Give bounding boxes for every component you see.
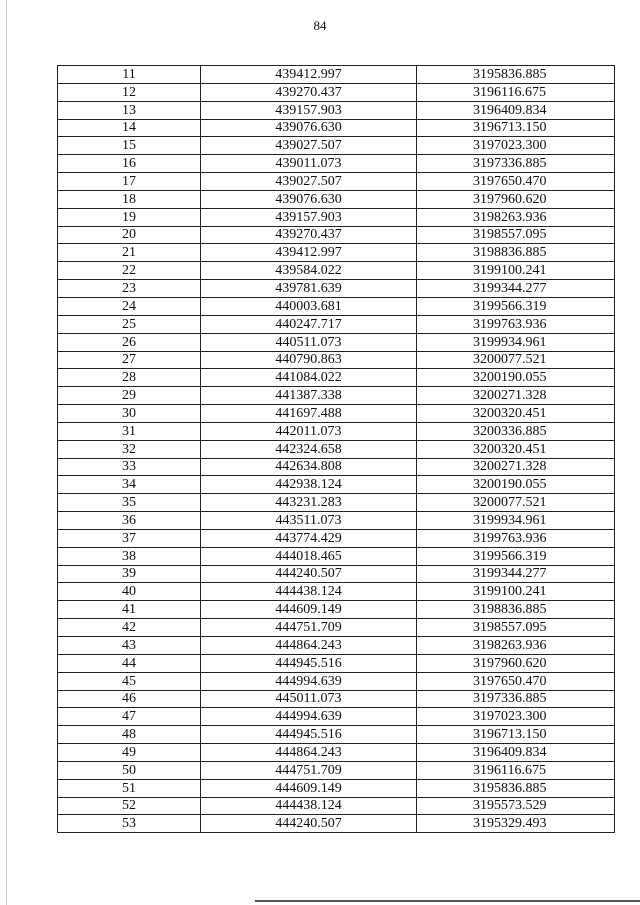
y-coordinate-cell: 3199566.319 — [417, 297, 615, 315]
point-number-cell: 53 — [58, 815, 201, 833]
point-number-cell: 31 — [58, 422, 201, 440]
y-coordinate-cell: 3198263.936 — [417, 208, 615, 226]
table-row — [58, 387, 615, 405]
point-number-cell: 12 — [58, 83, 201, 101]
point-number-cell: 20 — [58, 226, 201, 244]
table-row — [58, 601, 615, 619]
table-row — [58, 619, 615, 637]
x-coordinate-cell: 439412.997 — [201, 66, 417, 84]
y-coordinate-cell: 3198836.885 — [417, 601, 615, 619]
x-coordinate-cell: 444751.709 — [201, 619, 417, 637]
point-number-cell: 51 — [58, 779, 201, 797]
y-coordinate-cell: 3199100.241 — [417, 583, 615, 601]
x-coordinate-cell: 442011.073 — [201, 422, 417, 440]
table-row — [58, 66, 615, 84]
x-coordinate-cell: 444240.507 — [201, 565, 417, 583]
point-number-cell: 37 — [58, 529, 201, 547]
point-number-cell: 47 — [58, 708, 201, 726]
point-number-cell: 48 — [58, 726, 201, 744]
point-number-cell: 17 — [58, 173, 201, 191]
y-coordinate-cell: 3200320.451 — [417, 405, 615, 423]
table-row — [58, 173, 615, 191]
table-row — [58, 422, 615, 440]
y-coordinate-cell: 3197023.300 — [417, 708, 615, 726]
table-row — [58, 280, 615, 298]
x-coordinate-cell: 444864.243 — [201, 744, 417, 762]
y-coordinate-cell: 3200336.885 — [417, 422, 615, 440]
table-row — [58, 815, 615, 833]
point-number-cell: 34 — [58, 476, 201, 494]
point-number-cell: 33 — [58, 458, 201, 476]
point-number-cell: 32 — [58, 440, 201, 458]
point-number-cell: 39 — [58, 565, 201, 583]
x-coordinate-cell: 444018.465 — [201, 547, 417, 565]
x-coordinate-cell: 442938.124 — [201, 476, 417, 494]
x-coordinate-cell: 444438.124 — [201, 583, 417, 601]
y-coordinate-cell: 3200271.328 — [417, 387, 615, 405]
x-coordinate-cell: 439270.437 — [201, 83, 417, 101]
x-coordinate-cell: 442634.808 — [201, 458, 417, 476]
y-coordinate-cell: 3197650.470 — [417, 173, 615, 191]
table-row — [58, 797, 615, 815]
x-coordinate-cell: 445011.073 — [201, 690, 417, 708]
y-coordinate-cell: 3196713.150 — [417, 119, 615, 137]
point-number-cell: 35 — [58, 494, 201, 512]
y-coordinate-cell: 3199566.319 — [417, 547, 615, 565]
x-coordinate-cell: 440790.863 — [201, 351, 417, 369]
x-coordinate-cell: 439027.507 — [201, 173, 417, 191]
point-number-cell: 26 — [58, 333, 201, 351]
point-number-cell: 21 — [58, 244, 201, 262]
table-row — [58, 458, 615, 476]
point-number-cell: 36 — [58, 512, 201, 530]
table-row — [58, 369, 615, 387]
coordinate-table — [57, 65, 615, 833]
point-number-cell: 46 — [58, 690, 201, 708]
x-coordinate-cell: 444609.149 — [201, 601, 417, 619]
x-coordinate-cell: 439781.639 — [201, 280, 417, 298]
y-coordinate-cell: 3198263.936 — [417, 637, 615, 655]
x-coordinate-cell: 439157.903 — [201, 208, 417, 226]
point-number-cell: 22 — [58, 262, 201, 280]
x-coordinate-cell: 439027.507 — [201, 137, 417, 155]
table-row — [58, 476, 615, 494]
point-number-cell: 52 — [58, 797, 201, 815]
table-row — [58, 779, 615, 797]
point-number-cell: 25 — [58, 315, 201, 333]
table-row — [58, 654, 615, 672]
table-row — [58, 351, 615, 369]
table-row — [58, 190, 615, 208]
y-coordinate-cell: 3200190.055 — [417, 369, 615, 387]
point-number-cell: 19 — [58, 208, 201, 226]
table-row — [58, 405, 615, 423]
table-row — [58, 315, 615, 333]
point-number-cell: 15 — [58, 137, 201, 155]
x-coordinate-cell: 440247.717 — [201, 315, 417, 333]
y-coordinate-cell: 3195329.493 — [417, 815, 615, 833]
x-coordinate-cell: 444994.639 — [201, 708, 417, 726]
table-row — [58, 637, 615, 655]
x-coordinate-cell: 444864.243 — [201, 637, 417, 655]
point-number-cell: 42 — [58, 619, 201, 637]
scan-edge-left — [6, 0, 7, 905]
y-coordinate-cell: 3196409.834 — [417, 744, 615, 762]
point-number-cell: 30 — [58, 405, 201, 423]
point-number-cell: 28 — [58, 369, 201, 387]
table-row — [58, 512, 615, 530]
table-row — [58, 440, 615, 458]
table-row — [58, 226, 615, 244]
table-row — [58, 529, 615, 547]
y-coordinate-cell: 3199344.277 — [417, 280, 615, 298]
y-coordinate-cell: 3197023.300 — [417, 137, 615, 155]
x-coordinate-cell: 444240.507 — [201, 815, 417, 833]
table-row — [58, 565, 615, 583]
table-row — [58, 494, 615, 512]
x-coordinate-cell: 444751.709 — [201, 761, 417, 779]
y-coordinate-cell: 3200190.055 — [417, 476, 615, 494]
y-coordinate-cell: 3198836.885 — [417, 244, 615, 262]
coordinate-table-container — [57, 65, 614, 833]
table-row — [58, 708, 615, 726]
table-row — [58, 262, 615, 280]
x-coordinate-cell: 441084.022 — [201, 369, 417, 387]
point-number-cell: 11 — [58, 66, 201, 84]
y-coordinate-cell: 3195836.885 — [417, 66, 615, 84]
y-coordinate-cell: 3200320.451 — [417, 440, 615, 458]
x-coordinate-cell: 439076.630 — [201, 119, 417, 137]
x-coordinate-cell: 442324.658 — [201, 440, 417, 458]
x-coordinate-cell: 443511.073 — [201, 512, 417, 530]
y-coordinate-cell: 3197336.885 — [417, 155, 615, 173]
y-coordinate-cell: 3198557.095 — [417, 226, 615, 244]
point-number-cell: 27 — [58, 351, 201, 369]
y-coordinate-cell: 3197960.620 — [417, 190, 615, 208]
y-coordinate-cell: 3197336.885 — [417, 690, 615, 708]
page-number: 84 — [313, 18, 327, 33]
x-coordinate-cell: 444609.149 — [201, 779, 417, 797]
x-coordinate-cell: 440003.681 — [201, 297, 417, 315]
y-coordinate-cell: 3197650.470 — [417, 672, 615, 690]
y-coordinate-cell: 3196116.675 — [417, 761, 615, 779]
x-coordinate-cell: 439412.997 — [201, 244, 417, 262]
point-number-cell: 41 — [58, 601, 201, 619]
y-coordinate-cell: 3199934.961 — [417, 333, 615, 351]
point-number-cell: 16 — [58, 155, 201, 173]
x-coordinate-cell: 444945.516 — [201, 654, 417, 672]
table-row — [58, 137, 615, 155]
y-coordinate-cell: 3196116.675 — [417, 83, 615, 101]
table-row — [58, 101, 615, 119]
table-row — [58, 83, 615, 101]
y-coordinate-cell: 3199763.936 — [417, 315, 615, 333]
point-number-cell: 13 — [58, 101, 201, 119]
x-coordinate-cell: 444945.516 — [201, 726, 417, 744]
x-coordinate-cell: 443774.429 — [201, 529, 417, 547]
table-row — [58, 208, 615, 226]
table-row — [58, 761, 615, 779]
table-row — [58, 726, 615, 744]
x-coordinate-cell: 440511.073 — [201, 333, 417, 351]
table-row — [58, 297, 615, 315]
table-row — [58, 244, 615, 262]
table-row — [58, 672, 615, 690]
y-coordinate-cell: 3198557.095 — [417, 619, 615, 637]
x-coordinate-cell: 439011.073 — [201, 155, 417, 173]
y-coordinate-cell: 3196409.834 — [417, 101, 615, 119]
point-number-cell: 43 — [58, 637, 201, 655]
table-row — [58, 744, 615, 762]
table-row — [58, 547, 615, 565]
x-coordinate-cell: 439270.437 — [201, 226, 417, 244]
y-coordinate-cell: 3200077.521 — [417, 351, 615, 369]
y-coordinate-cell: 3197960.620 — [417, 654, 615, 672]
point-number-cell: 24 — [58, 297, 201, 315]
table-row — [58, 583, 615, 601]
table-row — [58, 119, 615, 137]
y-coordinate-cell: 3200271.328 — [417, 458, 615, 476]
y-coordinate-cell: 3196713.150 — [417, 726, 615, 744]
y-coordinate-cell: 3199344.277 — [417, 565, 615, 583]
point-number-cell: 49 — [58, 744, 201, 762]
x-coordinate-cell: 444438.124 — [201, 797, 417, 815]
x-coordinate-cell: 441387.338 — [201, 387, 417, 405]
point-number-cell: 29 — [58, 387, 201, 405]
point-number-cell: 23 — [58, 280, 201, 298]
x-coordinate-cell: 439157.903 — [201, 101, 417, 119]
table-row — [58, 690, 615, 708]
point-number-cell: 44 — [58, 654, 201, 672]
x-coordinate-cell: 441697.488 — [201, 405, 417, 423]
table-row — [58, 333, 615, 351]
point-number-cell: 50 — [58, 761, 201, 779]
x-coordinate-cell: 439584.022 — [201, 262, 417, 280]
point-number-cell: 45 — [58, 672, 201, 690]
coordinate-table-body — [58, 66, 615, 833]
point-number-cell: 18 — [58, 190, 201, 208]
point-number-cell: 40 — [58, 583, 201, 601]
y-coordinate-cell: 3195573.529 — [417, 797, 615, 815]
x-coordinate-cell: 443231.283 — [201, 494, 417, 512]
x-coordinate-cell: 444994.639 — [201, 672, 417, 690]
y-coordinate-cell: 3199934.961 — [417, 512, 615, 530]
table-row — [58, 155, 615, 173]
y-coordinate-cell: 3199763.936 — [417, 529, 615, 547]
point-number-cell: 38 — [58, 547, 201, 565]
y-coordinate-cell: 3200077.521 — [417, 494, 615, 512]
scan-edge-bottom — [255, 900, 640, 902]
y-coordinate-cell: 3195836.885 — [417, 779, 615, 797]
point-number-cell: 14 — [58, 119, 201, 137]
y-coordinate-cell: 3199100.241 — [417, 262, 615, 280]
x-coordinate-cell: 439076.630 — [201, 190, 417, 208]
